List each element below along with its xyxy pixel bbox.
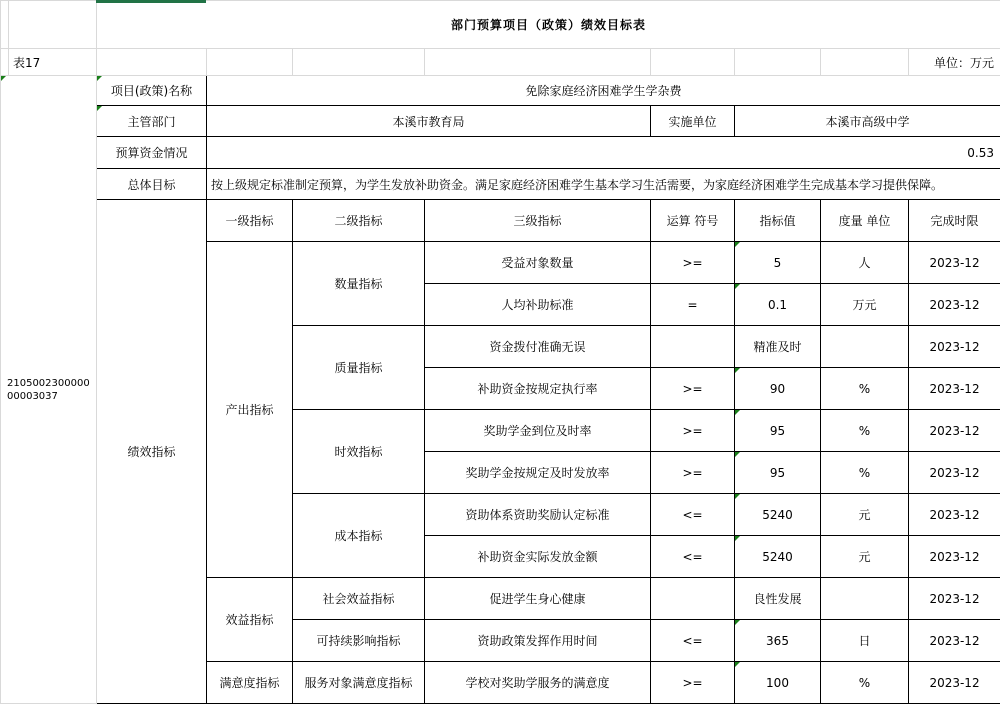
- l2-quantity[interactable]: 数量指标: [293, 242, 425, 326]
- row-unit[interactable]: 人: [821, 242, 909, 284]
- row-op[interactable]: <=: [651, 536, 735, 578]
- row-l3[interactable]: 补助资金实际发放金额: [425, 536, 651, 578]
- budget-value[interactable]: 0.53: [207, 137, 1000, 169]
- row-value[interactable]: 100: [735, 662, 821, 704]
- impl-value[interactable]: 本溪市高级中学: [735, 106, 1000, 137]
- overall-label[interactable]: 总体目标: [97, 169, 207, 200]
- row-value[interactable]: 5: [735, 242, 821, 284]
- row-op[interactable]: >=: [651, 242, 735, 284]
- l2-service-satisfaction[interactable]: 服务对象满意度指标: [293, 662, 425, 704]
- unit-label[interactable]: 单位：万元: [909, 49, 1000, 76]
- grid-cell[interactable]: [9, 1, 97, 49]
- budget-label[interactable]: 预算资金情况: [97, 137, 207, 169]
- row-deadline[interactable]: 2023-12: [909, 536, 1000, 578]
- dept-label[interactable]: 主管部门: [97, 106, 207, 137]
- l2-quality[interactable]: 质量指标: [293, 326, 425, 410]
- row-op[interactable]: [651, 578, 735, 620]
- row-deadline[interactable]: 2023-12: [909, 242, 1000, 284]
- perf-label[interactable]: 绩效指标: [97, 200, 207, 704]
- row-l3[interactable]: 补助资金按规定执行率: [425, 368, 651, 410]
- l2-social[interactable]: 社会效益指标: [293, 578, 425, 620]
- header-l1[interactable]: 一级指标: [207, 200, 293, 242]
- grid-cell[interactable]: [425, 49, 651, 76]
- row-l3[interactable]: 奖助学金按规定及时发放率: [425, 452, 651, 494]
- row-unit[interactable]: 元: [821, 536, 909, 578]
- row-value[interactable]: 365: [735, 620, 821, 662]
- grid-cell[interactable]: [651, 49, 735, 76]
- l2-cost[interactable]: 成本指标: [293, 494, 425, 578]
- row-l3[interactable]: 资金拨付准确无误: [425, 326, 651, 368]
- row-deadline[interactable]: 2023-12: [909, 284, 1000, 326]
- impl-label[interactable]: 实施单位: [651, 106, 735, 137]
- header-deadline[interactable]: 完成时限: [909, 200, 1000, 242]
- grid-cell[interactable]: [97, 49, 207, 76]
- grid-cell[interactable]: [293, 49, 425, 76]
- row-unit[interactable]: %: [821, 368, 909, 410]
- row-op[interactable]: =: [651, 284, 735, 326]
- l1-output[interactable]: 产出指标: [207, 242, 293, 578]
- row-deadline[interactable]: 2023-12: [909, 662, 1000, 704]
- row-deadline[interactable]: 2023-12: [909, 452, 1000, 494]
- overall-value[interactable]: 按上级规定标准制定预算，为学生发放补助资金。满足家庭经济困难学生基本学习生活需要，为家庭经济困难学生完成基本学习提供保障。: [207, 169, 1000, 200]
- row-deadline[interactable]: 2023-12: [909, 410, 1000, 452]
- row-value[interactable]: 精准及时: [735, 326, 821, 368]
- l2-sustainable[interactable]: 可持续影响指标: [293, 620, 425, 662]
- row-op[interactable]: <=: [651, 620, 735, 662]
- row-l3[interactable]: 学校对奖助学服务的满意度: [425, 662, 651, 704]
- row-l3[interactable]: 受益对象数量: [425, 242, 651, 284]
- row-value[interactable]: 5240: [735, 494, 821, 536]
- row-unit[interactable]: 万元: [821, 284, 909, 326]
- header-l3[interactable]: 三级指标: [425, 200, 651, 242]
- row-op[interactable]: >=: [651, 410, 735, 452]
- row-op[interactable]: >=: [651, 662, 735, 704]
- row-l3[interactable]: 资助体系资助奖励认定标准: [425, 494, 651, 536]
- row-deadline[interactable]: 2023-12: [909, 368, 1000, 410]
- row-value[interactable]: 90: [735, 368, 821, 410]
- row-value[interactable]: 5240: [735, 536, 821, 578]
- row-l3[interactable]: 资助政策发挥作用时间: [425, 620, 651, 662]
- row-deadline[interactable]: 2023-12: [909, 326, 1000, 368]
- grid-cell[interactable]: [1, 49, 9, 76]
- row-op[interactable]: >=: [651, 368, 735, 410]
- row-value[interactable]: 良性发展: [735, 578, 821, 620]
- row-deadline[interactable]: 2023-12: [909, 494, 1000, 536]
- row-deadline[interactable]: 2023-12: [909, 620, 1000, 662]
- row-l3[interactable]: 人均补助标准: [425, 284, 651, 326]
- row-op[interactable]: >=: [651, 452, 735, 494]
- header-unit[interactable]: 度量 单位: [821, 200, 909, 242]
- row-unit[interactable]: [821, 578, 909, 620]
- row-unit[interactable]: 元: [821, 494, 909, 536]
- grid-cell[interactable]: [207, 49, 293, 76]
- row-value[interactable]: 0.1: [735, 284, 821, 326]
- project-name-value[interactable]: 免除家庭经济困难学生学杂费: [207, 76, 1000, 106]
- row-deadline[interactable]: 2023-12: [909, 578, 1000, 620]
- row-op[interactable]: [651, 326, 735, 368]
- project-name-label[interactable]: 项目(政策)名称: [97, 76, 207, 106]
- header-op[interactable]: 运算 符号: [651, 200, 735, 242]
- project-code-cell[interactable]: 210500230000000003037: [1, 76, 97, 704]
- row-unit[interactable]: %: [821, 662, 909, 704]
- row-unit[interactable]: 日: [821, 620, 909, 662]
- header-value[interactable]: 指标值: [735, 200, 821, 242]
- row-op[interactable]: <=: [651, 494, 735, 536]
- header-l2[interactable]: 二级指标: [293, 200, 425, 242]
- grid-cell[interactable]: [821, 49, 909, 76]
- dept-value[interactable]: 本溪市教育局: [207, 106, 651, 137]
- selected-column-indicator: [96, 0, 206, 3]
- row-l3[interactable]: 奖助学金到位及时率: [425, 410, 651, 452]
- table-number[interactable]: 表17: [9, 49, 97, 76]
- l1-benefit[interactable]: 效益指标: [207, 578, 293, 662]
- grid-cell[interactable]: [1, 1, 9, 49]
- l1-satisfaction[interactable]: 满意度指标: [207, 662, 293, 704]
- row-value[interactable]: 95: [735, 410, 821, 452]
- row-value[interactable]: 95: [735, 452, 821, 494]
- row-unit[interactable]: %: [821, 410, 909, 452]
- l2-timeliness[interactable]: 时效指标: [293, 410, 425, 494]
- row-l3[interactable]: 促进学生身心健康: [425, 578, 651, 620]
- row-unit[interactable]: %: [821, 452, 909, 494]
- row-unit[interactable]: [821, 326, 909, 368]
- page-title[interactable]: 部门预算项目（政策）绩效目标表: [97, 1, 1000, 49]
- grid-cell[interactable]: [735, 49, 821, 76]
